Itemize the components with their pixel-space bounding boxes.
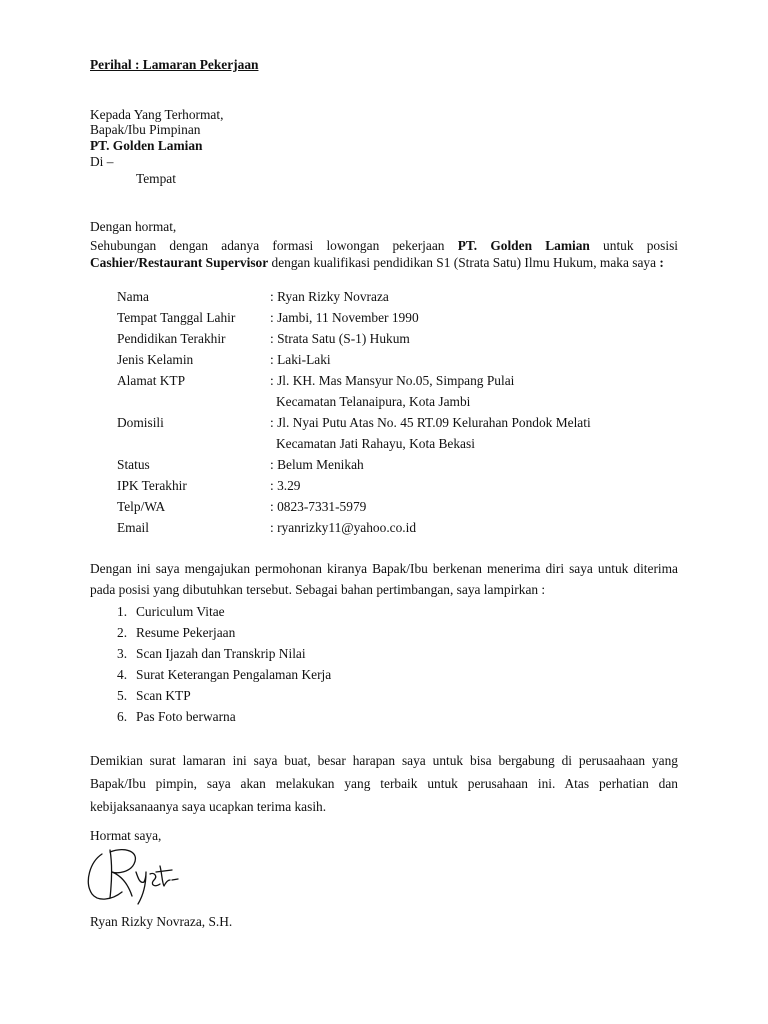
attachment-item: Scan KTP [136, 688, 191, 703]
detail-label-ttl: Tempat Tanggal Lahir [117, 310, 236, 325]
intro-paragraph [90, 237, 678, 271]
detail-label-email: Email [117, 520, 149, 535]
detail-value-ipk: : 3.29 [270, 478, 301, 493]
detail-value-ttl: : Jambi, 11 November 1990 [270, 310, 419, 325]
intro-text-3: dengan kualifikasi pendidikan S1 (Strata Satu) Ilmu Hukum, maka saya [268, 255, 660, 270]
detail-value-pendidikan: : Strata Satu (S-1) Hukum [270, 331, 410, 346]
attachment-item: Resume Pekerjaan [136, 625, 236, 640]
detail-label-alamat: Alamat KTP [117, 373, 186, 388]
intro-text-1: Sehubungan dengan adanya formasi lowongan pekerjaan [90, 238, 458, 253]
regards: Hormat saya, [90, 828, 162, 843]
detail-label-pendidikan: Pendidikan Terakhir [117, 331, 226, 346]
detail-value-alamat-line-2: Kecamatan Telanaipura, Kota Jambi [276, 394, 471, 409]
addressee-line-5: Tempat [136, 171, 176, 186]
closing-paragraph: Demikian surat lamaran ini saya buat, besar harapan saya untuk bisa bergabung di perusaahaan yang Bapak/Ibu pimpin, saya akan melakukan yang terbaik untuk perusahaan ini. Atas perhatian dan kebijaksanaanya saya ucapkan terima kasih. [90, 753, 678, 814]
greeting: Dengan hormat, [90, 219, 177, 234]
detail-value-nama: : Ryan Rizky Novraza [270, 289, 389, 304]
detail-label-status: Status [117, 457, 150, 472]
subject-line: Perihal : Lamaran Pekerjaan [90, 57, 259, 72]
detail-label-ipk: IPK Terakhir [117, 478, 187, 493]
detail-value-domisili: : Jl. Nyai Putu Atas No. 45 RT.09 Kelurahan Pondok Melati [270, 415, 591, 430]
attachment-item: Pas Foto berwarna [136, 709, 236, 724]
intro-text-2: untuk posisi [589, 238, 678, 253]
intro-position: Cashier/Restaurant Supervisor [90, 255, 269, 270]
detail-value-telp: : 0823-7331-5979 [270, 499, 367, 514]
attachment-number: 5. [117, 688, 128, 703]
attachment-number: 3. [117, 646, 128, 661]
signer-name: Ryan Rizky Novraza, S.H. [90, 914, 233, 929]
attachment-item: Scan Ijazah dan Transkrip Nilai [136, 646, 306, 661]
attachment-number: 1. [117, 604, 128, 619]
addressee-line-2: Bapak/Ibu Pimpinan [90, 122, 201, 137]
detail-label-nama: Nama [117, 289, 149, 304]
addressee-company: PT. Golden Lamian [90, 138, 203, 153]
detail-value-email: : ryanrizky11@yahoo.co.id [270, 520, 417, 535]
detail-value-jenis-kelamin: : Laki-Laki [270, 352, 331, 367]
intro-colon: : [659, 255, 664, 270]
attachment-number: 6. [117, 709, 128, 724]
detail-label-jenis-kelamin: Jenis Kelamin [117, 352, 194, 367]
detail-value-alamat: : Jl. KH. Mas Mansyur No.05, Simpang Pulai [270, 373, 515, 388]
attachment-item: Surat Keterangan Pengalaman Kerja [136, 667, 332, 682]
addressee-line-1: Kepada Yang Terhormat, [90, 107, 224, 122]
detail-value-status: : Belum Menikah [270, 457, 364, 472]
attachment-number: 2. [117, 625, 128, 640]
handwritten-signature-icon [82, 842, 192, 912]
attachment-number: 4. [117, 667, 128, 682]
detail-label-domisili: Domisili [117, 415, 164, 430]
attachment-item: Curiculum Vitae [136, 604, 225, 619]
detail-label-telp: Telp/WA [117, 499, 166, 514]
intro-company: PT. Golden Lamian [457, 238, 590, 253]
detail-value-domisili-line-2: Kecamatan Jati Rahayu, Kota Bekasi [276, 436, 475, 451]
addressee-line-4: Di – [90, 154, 114, 169]
request-paragraph: Dengan ini saya mengajukan permohonan kiranya Bapak/Ibu berkenan menerima diri saya untuk diterima pada posisi yang dibutuhkan tersebut. Sebagai bahan pertimbangan, saya lampirkan : [90, 561, 678, 597]
